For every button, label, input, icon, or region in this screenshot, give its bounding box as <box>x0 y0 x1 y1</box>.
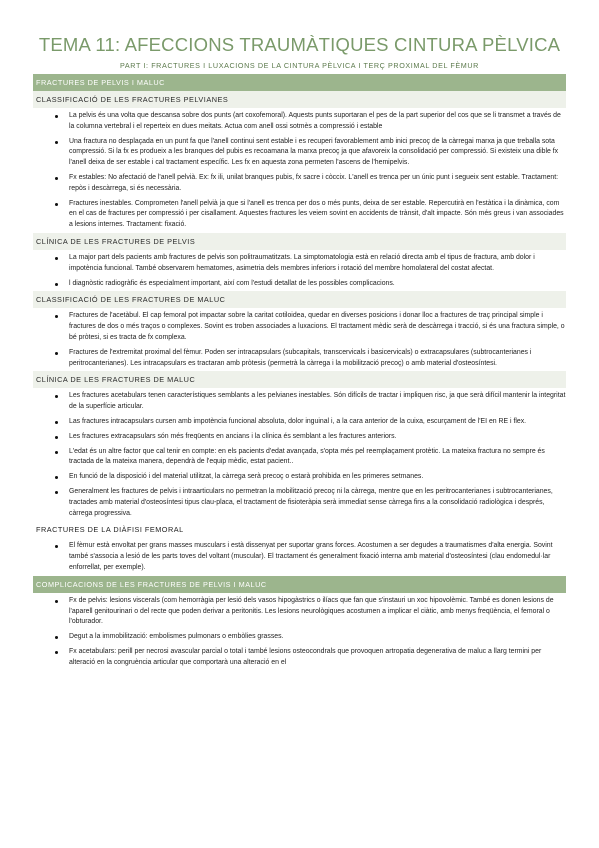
list-item: Fractures de l'acetàbul. El cap femoral pot impactar sobre la caritat cotiloidea, quedar en diverses posicions i donar lloc a fractures de traç principal simple i fractures de dos o més traços o complexes. Sovint es troben associades a luxacions. El tractament mèdic serà de descàrrega i tracció, si és una fractura simple, o bé pròtesi, si es tracta de fx complexa. <box>33 311 566 343</box>
section <box>33 521 566 575</box>
list-item: L'edat és un altre factor que cal tenir en compte: en els pacients d'edat avançada, s'opta més pel reemplaçament protètic. La mateixa fractura no sempre és tractada de la mateixa manera, dependrà de l'equip mèdic, estat pacient.. <box>33 447 566 469</box>
list-item: La pelvis és una volta que descansa sobre dos punts (art coxofemoral). Aquests punts suportaran el pes de la part superior del cos que se li transmet a través de la columna vertebral i el reperteix en dues meitats. Actua com anell ossi sotmès a compressió i estable <box>33 111 566 133</box>
section-heading: COMPLICACIONS DE LES FRACTURES DE PELVIS I MALUC <box>33 576 566 593</box>
bullet-list <box>33 593 566 671</box>
section <box>33 74 566 91</box>
list-item: Fx acetabulars: perill per necrosi avascular parcial o total i també lesions osteocondrals que provoquen artropatia degenerativa de maluc a llarg termini per alteració en la congruència articular que comportarà una alteració en el <box>33 647 566 669</box>
bullet-list <box>33 388 566 521</box>
list-item: Degut a la immobilització: embolismes pulmonars o embòlies grasses. <box>33 632 566 643</box>
list-item: En funció de la disposició i del material utilitzat, la càrrega serà precoç o estarà prohibida en les primeres setmanes. <box>33 472 566 483</box>
section-heading: CLÍNICA DE LES FRACTURES DE MALUC <box>33 371 566 388</box>
section <box>33 233 566 291</box>
list-item: Les fractures acetabulars tenen característiques semblants a les pelvianes inestables. Són difícils de tractar i impliquen risc, ja que serà difícil mantenir la integritat de la superfície articular. <box>33 391 566 413</box>
document-body <box>33 74 566 670</box>
section <box>33 576 566 671</box>
bullet-list <box>33 538 566 575</box>
list-item: Fx estables: No afectació de l'anell pelvià. Ex: fx ili, unilat branques pubis, fx sacre i còccix. L'anell es trenca per un únic punt i segueix sent estable. Tractament: repòs i descàrrega, si és necessària. <box>33 173 566 195</box>
list-item: Fx de pelvis: lesions viscerals (com hemorràgia per lesió dels vasos hipogàstrics o ilíacs que fan que s'instauri un xoc hipovolèmic. També es donen lesions de l'aparell genitourinari o del recte que poden derivar a peritonitis. Les lesions neurològiques acostumen a implicar el ciàtic, amb menys freqüència, el femoral o l'obturador. <box>33 596 566 628</box>
list-item: Una fractura no desplaçada en un punt fa que l'anell continui sent estable i es recuperi favorablement amb inici precoç de la càrregai marxa ja que treballa sota compressió. Si la fx es produeix a les branques del pubis es recoamana la marxa precoç ja que afavoreix la consolidació per compressió. Si existeix una dible fx l'anell deixa de ser estable i cal tractament específic. Les fx en aquesta zona permeten l'ascens de l'hemipelvis. <box>33 137 566 169</box>
list-item: l diagnòstic radiogràfic és especialment important, així com l'estudi detallat de les possibles complicacions. <box>33 279 566 290</box>
section <box>33 291 566 371</box>
bullet-list <box>33 250 566 291</box>
list-item: Fractures inestables. Comprometen l'anell pelvià ja que si l'anell es trenca per dos o més punts, deixa de ser estable. Repercutirà en l'estàtica i la dinàmica, com en el cas de fractures per compressió i per cisallament. Aquestes fractures les veiem sovint en accidents de trànsit, d'alt impacte. Són més greus i van associades a lesions internes. Tractament: fixació. <box>33 199 566 231</box>
list-item: Les fractures extracapsulars són més freqüents en ancians i la clínica és semblant a les fractures anteriors. <box>33 432 566 443</box>
section-heading: CLÍNICA DE LES FRACTURES DE PELVIS <box>33 233 566 250</box>
section-heading: CLASSIFICACIÓ DE LES FRACTURES DE MALUC <box>33 291 566 308</box>
list-item: El fèmur està envoltat per grans masses musculars i està dissenyat per suportar grans forces. Acostumen a ser degudes a traumatismes d'alta energia. Sovint també s'associa a lesió de les parts toves del voltant (muscular). El tractament és generalment fixació interna amb material d'osteosíntesi (clau endomedul·lar enforrellat, per exemple). <box>33 541 566 573</box>
page-subtitle: PART I: FRACTURES I LUXACIONS DE LA CINTURA PÈLVICA I TERÇ PROXIMAL DEL FÈMUR <box>120 61 479 70</box>
bullet-list <box>33 308 566 371</box>
section-heading: CLASSIFICACIÓ DE LES FRACTURES PELVIANES <box>33 91 566 108</box>
list-item: Fractures de l'extremitat proximal del fèmur. Poden ser intracapsulars (subcapitals, transcervicals i basicervicals) o extracapsulares (subtrocanterianes i peritrocanterianes). Les intracapsulars es tractaran amb pròtesis (permetrà la càrrega i la mobilització precoç) o amb material d'osteosíntesi. <box>33 348 566 370</box>
page-title: TEMA 11: AFECCIONS TRAUMÀTIQUES CINTURA PÈLVICA <box>38 34 561 55</box>
list-item: La major part dels pacients amb fractures de pelvis son politraumatitzats. La simptomatologia està en relació directa amb el tipus de fractura, amb dolor i impotència funcional. També observarem hematomes, asimetria dels membres inferiors i rotació del membre homolateral del costat afectat. <box>33 253 566 275</box>
section-heading: FRACTURES DE PELVIS I MALUC <box>33 74 566 91</box>
section <box>33 371 566 521</box>
section-heading: FRACTURES DE LA DIÀFISI FEMORAL <box>36 525 184 535</box>
list-item: Generalment les fractures de pelvis i intraarticulars no permetran la mobilització precoç ni la càrrega, mentre que en les peritrocanterianes i subtrocanterianes, tractades amb material d'osteosíntesi tipus clau-placa, el tractament de fisioteràpia serà immediat sense càrrega fins a la consolidació radiològica i després, càrrega progressiva. <box>33 487 566 519</box>
bullet-list <box>33 108 566 233</box>
section <box>33 91 566 233</box>
list-item: Las fractures intracapsulars cursen amb impotència funcional absoluta, dolor inguinal i, a la cara anterior de la cuixa, escurçament de l'EI en RE i flex. <box>33 417 566 428</box>
